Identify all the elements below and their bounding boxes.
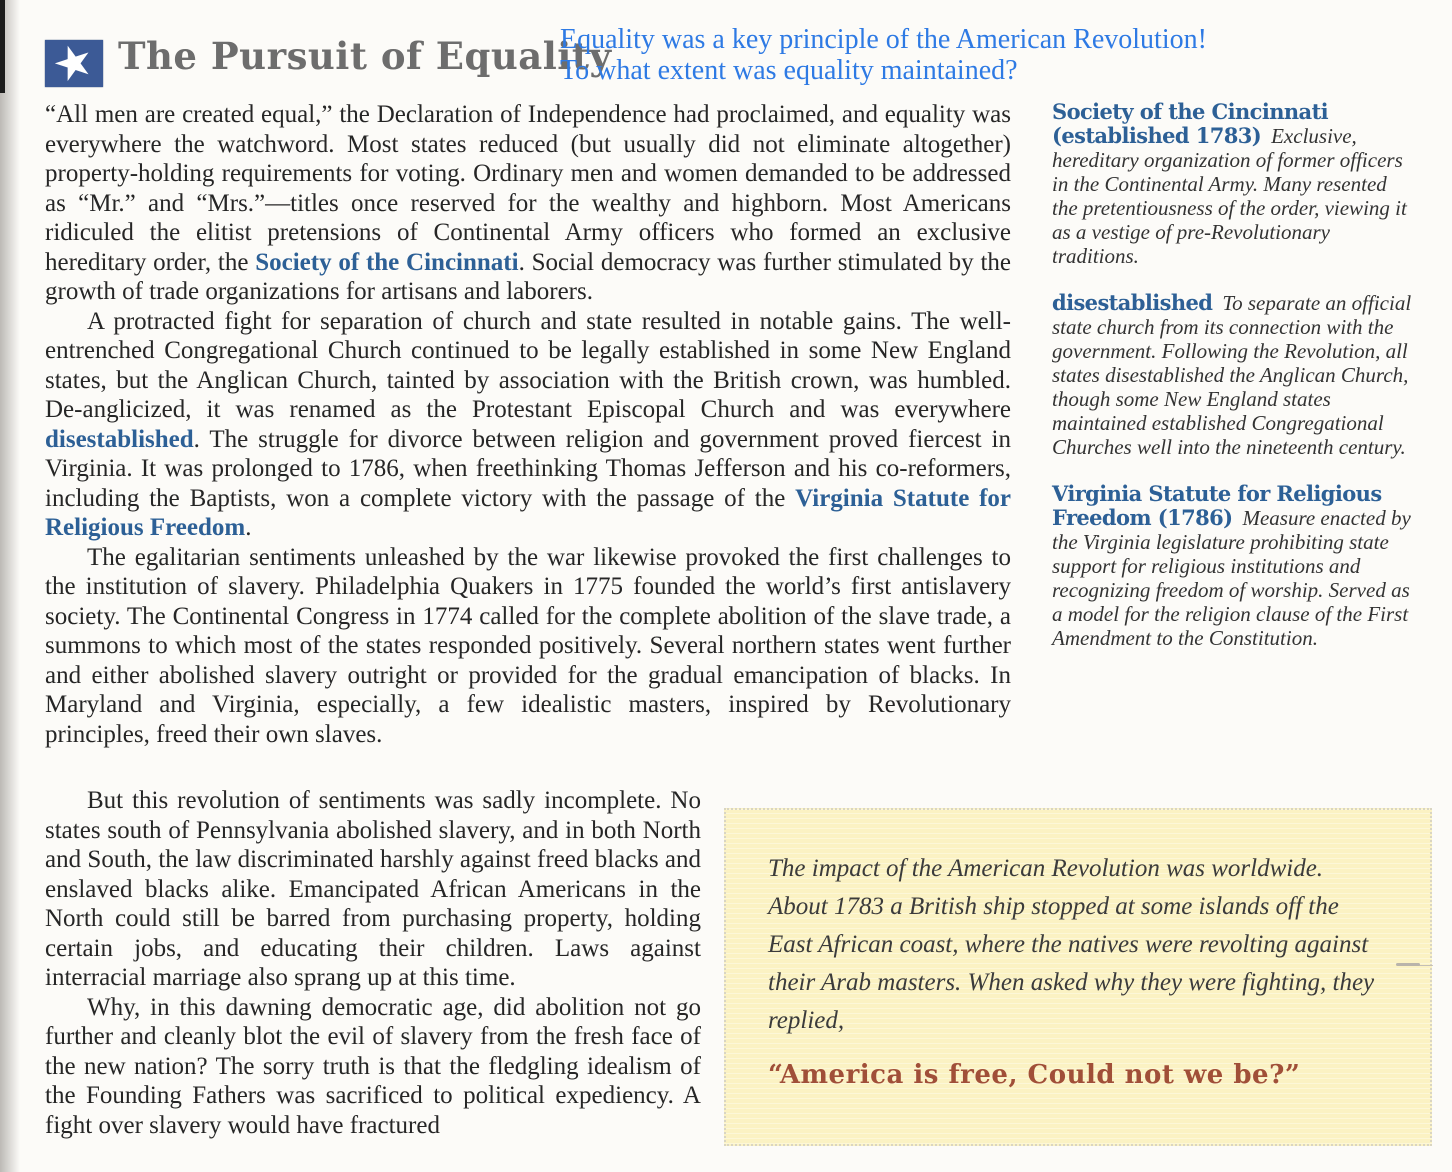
body-text-narrow-column [45, 786, 701, 1140]
paragraph-egalitarian: The egalitarian sentiments unleashed by the war likewise provoked the first challenges to the institution of slavery. Philadelphia Quakers in 1775 founded the world’s first antislavery society. The Continental Congress in 1774 called for the complete abolition of the slave trade, a summons to which most of the states responded positively. Several northern states went further and either abolished slavery outright or provided for the gradual emancipation of blacks. In Maryland and Virginia, especially, a few idealistic masters, inspired by Revolutionary principles, freed their own slaves. [45, 543, 1011, 748]
glossary-definition: Measure enacted by the Virginia legislature prohibiting state support for religious institutions and recognizing freedom of worship. Served as a model for the religion clause of the First Amendment to the Constitution. [1052, 506, 1411, 650]
scan-dash-artifact [1396, 963, 1420, 966]
key-term-society-of-the-cincinnati: Society of the Cincinnati [255, 248, 519, 276]
global-perspective-box [724, 808, 1432, 1146]
body-text-wide-column [45, 100, 1011, 749]
glossary-entry-virginia-statute [1052, 482, 1414, 650]
glossary-definition: Exclusive, hereditary organization of former officers in the Continental Army. Many resented the pretentiousness of the order, viewing it as a vestige of pre-Revolutionary traditions. [1052, 124, 1407, 268]
scan-gutter-shadow [0, 0, 20, 1172]
glossary-definition: To separate an official state church from its connection with the government. Following the Revolution, all states disestablished the Anglican Church, though some New England states maintained established Congregational Churches well into the nineteenth century. [1052, 291, 1412, 459]
paragraph-church-state [45, 307, 1011, 543]
glossary-term: Virginia Statute for Religious Freedom (1786) [1052, 481, 1382, 530]
section-title: The Pursuit of Equality [118, 34, 612, 78]
paragraph-incomplete-revolution: But this revolution of sentiments was sadly incomplete. No states south of Pennsylvania abolished slavery, and in both North and South, the law discriminated harshly against freed blacks and enslaved blacks alike. Emancipated African Americans in the North could still be barred from purchasing property, holding certain jobs, and educating their children. Laws against interracial marriage also sprang up at this time. [45, 787, 701, 991]
star-icon: ★ [45, 29, 102, 94]
section-marker [45, 29, 103, 94]
quote-box-body: The impact of the American Revolution was worldwide. About 1783 a British ship stopped at some islands off the East African coast, where the natives were revolting against their Arab masters. When asked why they were fighting, they replied, [768, 855, 1375, 1034]
scan-edge-artifact [0, 0, 5, 93]
quote-text: “America is free, Could not we be?” [768, 1060, 1301, 1090]
glossary-entry-society-of-the-cincinnati [1052, 100, 1414, 268]
paragraph-text: . Social democracy was further stimulated by the growth of trade organizations for artisans and laborers. [45, 248, 1011, 305]
paragraph-text: A protracted fight for separation of church and state resulted in notable gains. The well-entrenched Congregational Church continued to be legally established in some New England states, but the Anglican Church, tainted by association with the British crown, was humbled. De-anglicized, it was renamed as the Protestant Episcopal Church and was everywhere [45, 307, 1011, 423]
glossary-entry-disestablished [1052, 291, 1414, 459]
paragraph-text: “All men are created equal,” the Declaration of Independence had proclaimed, and equality was everywhere the watchword. Most states reduced (but usually did not eliminate altogether) property-holding requirements for voting. Ordinary men and women demanded to be addressed as “Mr.” and “Mrs.”—titles once reserved for the wealthy and highborn. Most Americans ridiculed the elitist pretensions of Continental Army officers who formed an exclusive hereditary order, the [45, 101, 1011, 276]
glossary-term: Society of the Cincinnati (established 1783) [1052, 99, 1329, 148]
paragraph-text: . The struggle for divorce between religion and government proved fiercest in Virginia. It was prolonged to 1786, when freethinking Thomas Jefferson and his co-reformers, including the Baptists, won a complete victory with the passage of the [45, 425, 1011, 512]
key-term-disestablished: disestablished [45, 425, 194, 453]
paragraph-why-abolition: Why, in this dawning democratic age, did abolition not go further and cleanly blot the evil of slavery from the fresh face of the new nation? The sorry truth is that the fledgling idealism of the Founding Fathers was sacrificed to political expediency. A fight over slavery would have fractured [45, 993, 701, 1139]
key-term-virginia-statute: Virginia Statute for Religious Freedom [45, 484, 1012, 541]
glossary-term: disestablished [1052, 290, 1213, 315]
glossary-sidebar [1052, 100, 1414, 673]
handwritten-annotation: Equality was a key principle of the American Revolution! To what extent was equality maintained? [560, 24, 1207, 86]
paragraph-text: . [245, 514, 252, 541]
paragraph-equality [45, 100, 1011, 307]
